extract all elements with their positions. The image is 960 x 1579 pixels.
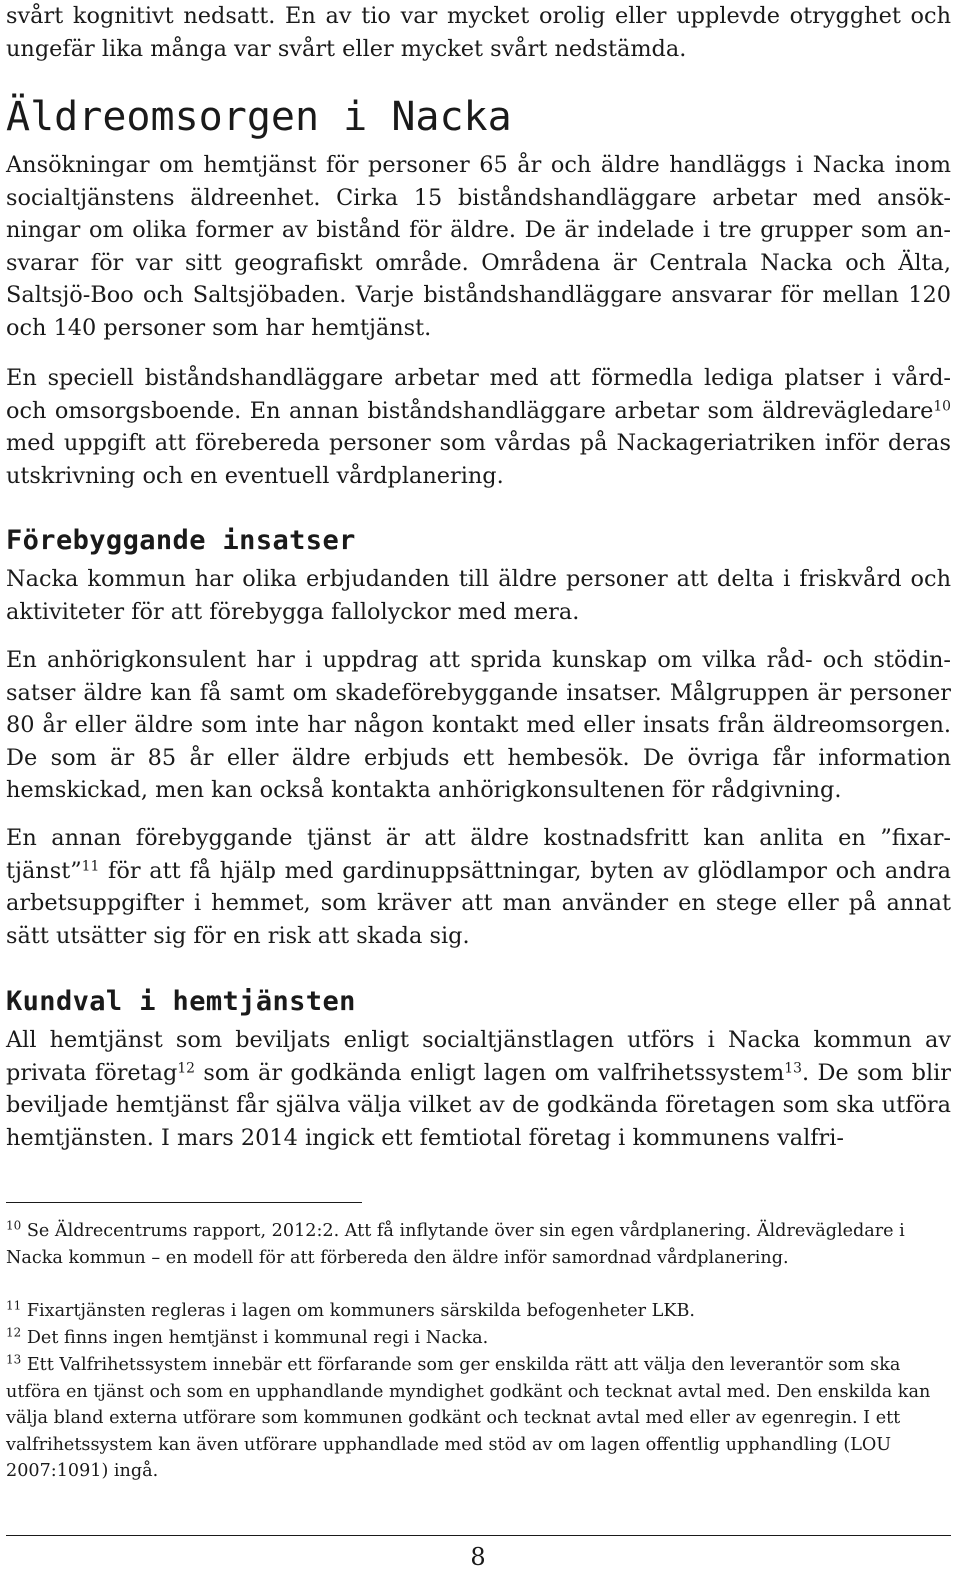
footnote-13	[6, 1352, 936, 1485]
paragraph-anhorigkonsulent: En anhörigkonsulent har i uppdrag att sprida kunskap om vilka råd- och stödinsatser äldre kan få samt om skadeförebyggande insatser. Målgruppen är personer 80 år eller äldre som inte har någon kontakt med eller insats från äldreomsorgen. De som är 85 år eller äldre erbjuds ett hembesök. De övriga får information hemskickad, men kan också kontakta anhörigkonsultenen för rådgivning.	[6, 647, 951, 803]
footnote-10	[6, 1218, 936, 1271]
footnote-ref-13[interactable]: 13	[784, 1059, 802, 1076]
section-heading-kundval: Kundval i hemtjänsten	[6, 986, 356, 1017]
footnote-ref-10[interactable]: 10	[933, 397, 951, 414]
page-footer-rule	[6, 1535, 951, 1536]
footnote-text: Ett Valfrihetssystem innebär ett förfarande som ger enskilda rätt att välja den leverantör som ska utföra en tjänst och som en upphandlande myndighet godkänt och tecknat avtal med. Den enskilda kan välja bland externa utförare som kommunen godkänt och tecknat avtal med eller av egenregin. I ett valfrihetssystem kan även utförare upphandlade med stöd av om lagen offentlig upphandling (LOU 2007:1091) ingå.	[6, 1355, 931, 1482]
paragraph-text: som är godkända enligt lagen om valfrihetssystem	[195, 1059, 785, 1086]
footnote-number: 11	[6, 1298, 22, 1313]
footnote-number: 10	[6, 1218, 22, 1233]
paragraph-text: för att få hjälp med gardinuppsättningar, byten av glödlampor och andra arbetsuppgifter i hemmet, som kräver att man använder en stege eller på annat sätt utsätter sig för en risk att skada sig.	[6, 857, 951, 949]
section-heading-aldreomsorgen: Äldreomsorgen i Nacka	[6, 94, 512, 140]
paragraph-hemtjanst	[6, 1024, 951, 1154]
footnote-ref-12[interactable]: 12	[177, 1059, 195, 1076]
intro-paragraph: svårt kognitivt nedsatt. En av tio var mycket orolig eller upplevde otrygghet och ungefär lika många var svårt eller mycket svårt nedstämda.	[6, 3, 951, 62]
footnote-text: Det finns ingen hemtjänst i kommunal regi i Nacka.	[26, 1328, 489, 1348]
footnote-number: 12	[6, 1325, 22, 1340]
footnote-text: Se Äldrecentrums rapport, 2012:2. Att få inflytande över sin egen vårdplanering. Äldrevägledare i Nacka kommun – en modell för att förbereda den äldre inför samordnad vårdplanering.	[6, 1221, 905, 1268]
paragraph-text: med uppgift att förebereda personer som vårdas på Nackageriatriken inför deras utskrivning och en eventuell vårdplanering.	[6, 430, 951, 489]
paragraph-friskvard: Nacka kommun har olika erbjudanden till äldre personer att delta i friskvård och aktiviteter för att förebygga fallolyckor med mera.	[6, 566, 951, 625]
paragraph-text: En speciell biståndshandläggare arbetar med att förmedla lediga platser i vård- och omsorgsboende. En annan biståndshandläggare arbetar som äldrevägledare	[6, 365, 951, 424]
paragraph-text: . De som blir beviljade hemtjänst får själva välja vilket av de godkända företagen som ska utföra hemtjänsten. I mars 2014 ingick ett femtiotal företag i kommunens valfri-	[6, 1059, 952, 1151]
page-number: 8	[470, 1543, 486, 1571]
paragraph-fixartjanst	[6, 822, 951, 952]
footnote-11	[6, 1298, 936, 1325]
footnote-number: 13	[6, 1352, 22, 1367]
paragraph-text: All hemtjänst som beviljats enligt socialtjänstlagen utförs i Nacka kommun av privata företag	[6, 1027, 951, 1086]
footnote-separator	[6, 1202, 362, 1203]
footnote-12	[6, 1325, 936, 1352]
paragraph-aldrevagledare	[6, 362, 951, 492]
footnote-text: Fixartjänsten regleras i lagen om kommuners särskilda befogenheter LKB.	[26, 1301, 695, 1321]
section-heading-forebyggande: Förebyggande insatser	[6, 525, 356, 556]
footnote-ref-11[interactable]: 11	[81, 857, 100, 874]
paragraph-text: En annan förebyggande tjänst är att äldre kostnadsfritt kan anlita en ”fixartjänst”	[6, 825, 951, 884]
paragraph-handlaggning: Ansökningar om hemtjänst för personer 65 år och äldre handläggs i Nacka inom socialtjänstens äldreenhet. Cirka 15 biståndshandläggare arbetar med ansökningar om olika former av bistånd för äldre. De är indelade i tre grupper som ansvarar för var sitt geografiskt område. Områdena är Centrala Nacka och Älta, Saltsjö-Boo och Saltsjöbaden. Varje biståndshandläggare ansvarar för mellan 120 och 140 personer som har hemtjänst.	[6, 152, 951, 341]
